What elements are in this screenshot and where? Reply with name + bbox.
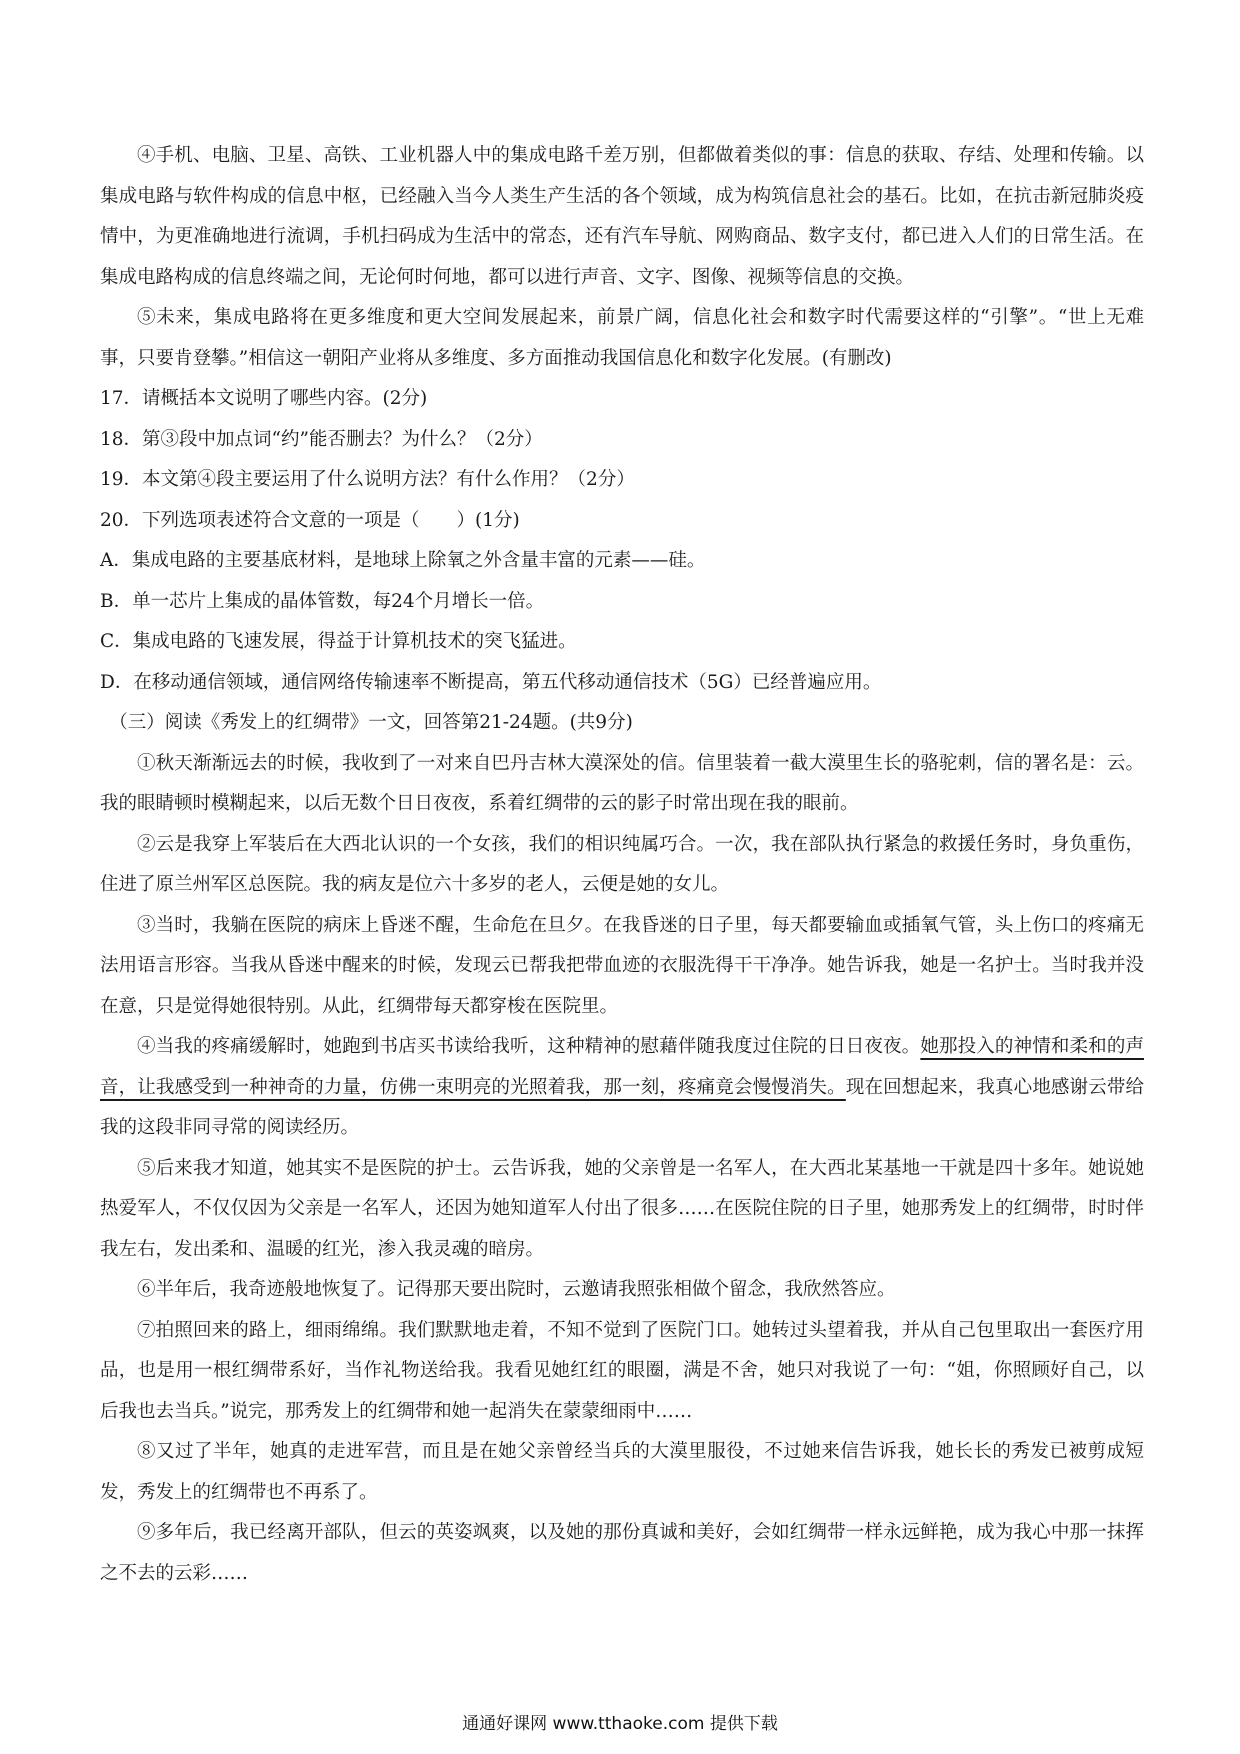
page-footer: 通通好课网 www.tthaoke.com 提供下载 — [462, 1714, 778, 1734]
story-paragraph-4 — [100, 1027, 1144, 1149]
story-paragraph-4-start: ④当我的疼痛缓解时，她跑到书店买书读给我听，这种精神的慰藉伴随我度过住院的日日夜夜。 — [137, 1036, 921, 1057]
section-3-heading: （三）阅读《秀发上的红绸带》一文，回答第21-24题。(共9分) — [109, 712, 633, 733]
question-18: 18．第③段中加点词“约”能否删去？为什么？（2分） — [100, 428, 543, 450]
story-paragraph-8: ⑧又过了半年，她真的走进军营，而且是在她父亲曾经当兵的大漠里服役，不过她来信告诉我，她长长的秀发已被剪成短发，秀发上的红绸带也不再系了。 — [100, 1441, 1144, 1503]
question-20-option-c: C．集成电路的飞速发展，得益于计算机技术的突飞猛进。 — [100, 631, 577, 652]
question-19: 19．本文第④段主要运用了什么说明方法？有什么作用？（2分） — [100, 469, 635, 490]
question-20-option-a: A．集成电路的主要基底材料，是地球上除氧之外含量丰富的元素——硅。 — [100, 550, 706, 571]
page-content — [100, 136, 1144, 1594]
story-paragraph-3: ③当时，我躺在医院的病床上昏迷不醒，生命危在旦夕。在我昏迷的日子里，每天都要输血或插氧气管，头上伤口的疼痛无法用语言形容。当我从昏迷中醒来的时候，发现云已帮我把带血迹的衣服洗得干干净净。她告诉我，她是一名护士。当时我并没在意，只是觉得她很特别。从此，红绸带每天都穿梭在医院里。 — [100, 914, 1144, 1017]
passage-paragraph-4: ④手机、电脑、卫星、高铁、工业机器人中的集成电路千差万别，但都做着类似的事：信息的获取、存结、处理和传输。以集成电路与软件构成的信息中枢，已经融入当今人类生产生活的各个领域，成为构筑信息社会的基石。比如，在抗击新冠肺炎疫情中，为更准确地进行流调，手机扫码成为生活中的常态，还有汽车导航、网购商品、数字支付，都已进入人们的日常生活。在集成电路构成的信息终端之间，无论何时何地，都可以进行声音、文字、图像、视频等信息的交换。 — [100, 145, 1144, 288]
question-17: 17．请概括本文说明了哪些内容。(2分) — [100, 388, 428, 409]
underlined-sentence: 她那投入的神情和柔和的声音，让我感受到一种神奇的力量，仿佛一束明亮的光照着我，那一刻，疼痛竟会慢慢消失。 — [100, 1036, 1144, 1098]
question-20-option-d: D．在移动通信领域，通信网络传输速率不断提高，第五代移动通信技术（5G）已经普遍应用。 — [100, 671, 882, 693]
passage-paragraph-5: ⑤未来，集成电路将在更多维度和更大空间发展起来，前景广阔，信息化社会和数字时代需要这样的“引擎”。“世上无难事，只要肯登攀。”相信这一朝阳产业将从多维度、多方面推动我国信息化和数字化发展。(有删改) — [100, 307, 1144, 369]
story-paragraph-2: ②云是我穿上军装后在大西北认识的一个女孩，我们的相识纯属巧合。一次，我在部队执行紧急的救援任务时，身负重伤，住进了原兰州军区总医院。我的病友是位六十多岁的老人，云便是她的女儿。 — [100, 833, 1144, 895]
story-paragraph-4-end: 现在回想起来，我真心地感谢云带给我的这段非同寻常的阅读经历。 — [100, 1076, 1144, 1138]
story-paragraph-5: ⑤后来我才知道，她其实不是医院的护士。云告诉我，她的父亲曾是一名军人，在大西北某基地一干就是四十多年。她说她热爱军人，不仅仅因为父亲是一名军人，还因为她知道军人付出了很多……在医院住院的日子里，她那秀发上的红绸带，时时伴我左右，发出柔和、温暖的红光，渗入我灵魂的暗房。 — [100, 1157, 1144, 1260]
question-20-option-b: B．单一芯片上集成的晶体管数，每24个月增长一倍。 — [100, 590, 545, 612]
story-paragraph-6: ⑥半年后，我奇迹般地恢复了。记得那天要出院时，云邀请我照张相做个留念，我欣然答应。 — [137, 1279, 896, 1300]
story-paragraph-1: ①秋天渐渐远去的时候，我收到了一对来自巴丹吉林大漠深处的信。信里装着一截大漠里生长的骆驼刺，信的署名是：云。我的眼睛顿时模糊起来，以后无数个日日夜夜，系着红绸带的云的影子时常出现在我的眼前。 — [100, 752, 1144, 814]
question-20: 20．下列选项表述符合文意的一项是（ ）(1分) — [100, 509, 520, 531]
story-paragraph-9: ⑨多年后，我已经离开部队，但云的英姿飒爽，以及她的那份真诚和美好，会如红绸带一样永远鲜艳，成为我心中那一抹挥之不去的云彩…… — [100, 1522, 1144, 1584]
story-paragraph-7: ⑦拍照回来的路上，细雨绵绵。我们默默地走着，不知不觉到了医院门口。她转过头望着我，并从自己包里取出一套医疗用品，也是用一根红绸带系好，当作礼物送给我。我看见她红红的眼圈，满是不舍，她只对我说了一句：“姐，你照顾好自己，以后我也去当兵。”说完，那秀发上的红绸带和她一起消失在蒙蒙细雨中…… — [100, 1319, 1144, 1422]
